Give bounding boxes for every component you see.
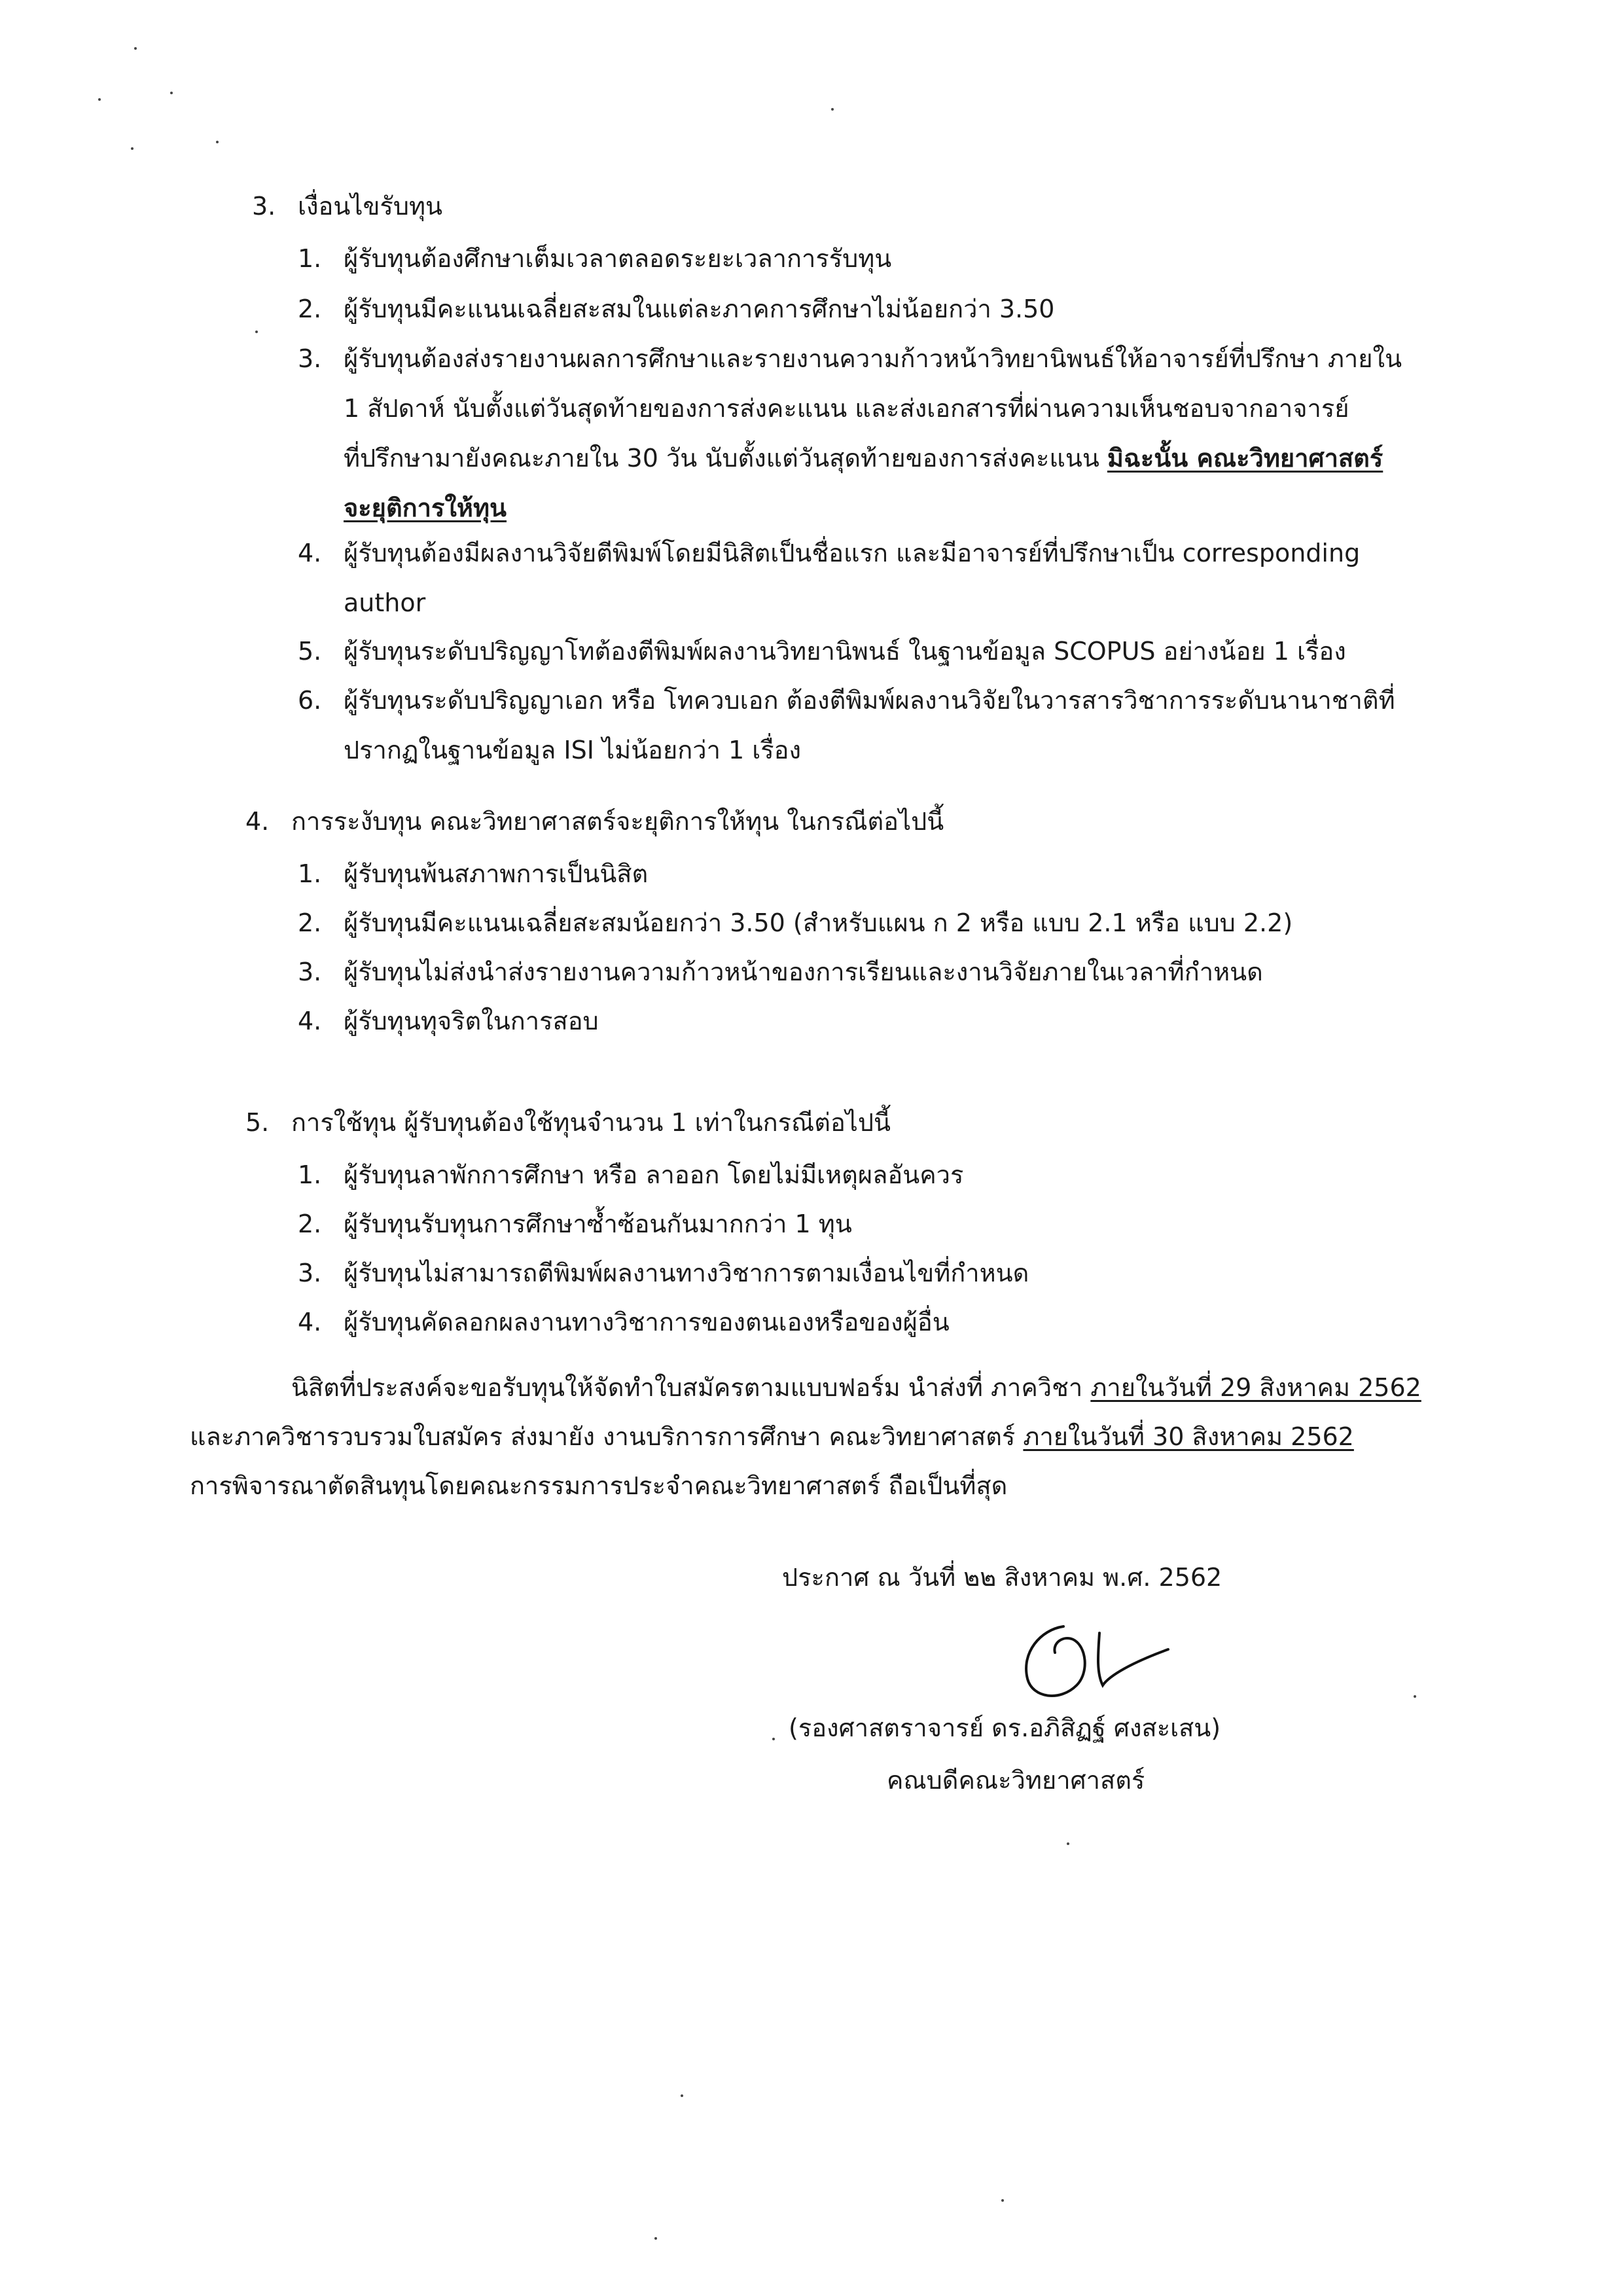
item-number: 2. <box>298 908 322 937</box>
item-number: 4. <box>298 539 322 567</box>
item-text: 1 สัปดาห์ นับตั้งแต่วันสุดท้ายของการส่งคะแนน และส่งเอกสารที่ผ่านความเห็นชอบจากอาจารย์ <box>344 394 1349 423</box>
section-number: 5. <box>245 1108 270 1137</box>
item-number: 4. <box>298 1308 322 1336</box>
item-text: ผู้รับทุนไม่ส่งนำส่งรายงานความก้าวหน้าของการเรียนและงานวิจัยภายในเวลาที่กำหนด <box>344 958 1263 986</box>
item-number: 3. <box>298 344 322 373</box>
item-text: ผู้รับทุนพ้นสภาพการเป็นนิสิต <box>344 859 649 888</box>
item-text: ผู้รับทุนรับทุนการศึกษาซ้ำซ้อนกันมากกว่า 1 ทุน <box>344 1210 852 1238</box>
signature-mark <box>1001 1613 1237 1712</box>
scan-speck <box>654 2237 657 2240</box>
closing-text: และภาควิชารวบรวมใบสมัคร ส่งมายัง งานบริการการศึกษา คณะวิทยาศาสตร์ <box>190 1422 1016 1451</box>
scan-speck <box>1067 1842 1069 1845</box>
item-number: 6. <box>298 686 322 715</box>
item-text: author <box>344 588 426 617</box>
section-4-heading <box>245 805 944 838</box>
signer-name: (รองศาสตราจารย์ ดร.อภิสิฏฐ์ ศงสะเสน) <box>789 1713 1221 1742</box>
item-text: ผู้รับทุนระดับปริญญาโทต้องตีพิมพ์ผลงานวิทยานิพนธ์ ในฐานข้อมูล SCOPUS อย่างน้อย 1 เรื่อง <box>344 637 1346 666</box>
scan-speck <box>772 1738 775 1740</box>
section-5-heading <box>245 1106 891 1139</box>
item-text: ผู้รับทุนมีคะแนนเฉลี่ยสะสมน้อยกว่า 3.50 (สำหรับแผน ก 2 หรือ แบบ 2.1 หรือ แบบ 2.2) <box>344 908 1293 937</box>
item-text: ปรากฏในฐานข้อมูล ISI ไม่น้อยกว่า 1 เรื่อง <box>344 736 802 764</box>
item-number: 2. <box>298 1210 322 1238</box>
item-text: ผู้รับทุนต้องศึกษาเต็มเวลาตลอดระยะเวลาการรับทุน <box>344 244 892 273</box>
item-number: 1. <box>298 1160 322 1189</box>
section-3-heading <box>252 190 442 223</box>
closing-text: การพิจารณาตัดสินทุนโดยคณะกรรมการประจำคณะวิทยาศาสตร์ ถือเป็นที่สุด <box>190 1471 1008 1500</box>
item-text: ผู้รับทุนต้องส่งรายงานผลการศึกษาและรายงานความก้าวหน้าวิทยานิพนธ์ให้อาจารย์ที่ปรึกษา ภายใน <box>344 344 1402 373</box>
item-text: ผู้รับทุนไม่สามารถตีพิมพ์ผลงานทางวิชาการตามเงื่อนไขที่กำหนด <box>344 1259 1029 1287</box>
signer-title: คณบดีคณะวิทยาศาสตร์ <box>887 1766 1145 1795</box>
item-number: 3. <box>298 958 322 986</box>
item-number: 1. <box>298 859 322 888</box>
scan-speck <box>681 2094 683 2097</box>
item-text: ที่ปรึกษามายังคณะภายใน 30 วัน นับตั้งแต่วันสุดท้ายของการส่งคะแนน <box>344 444 1099 473</box>
scan-speck <box>216 141 219 143</box>
deadline-department: ภายในวันที่ 29 สิงหาคม 2562 <box>1090 1373 1421 1402</box>
item-text: ผู้รับทุนทุจริตในการสอบ <box>344 1007 599 1035</box>
closing-text: นิสิตที่ประสงค์จะขอรับทุนให้จัดทำใบสมัครตามแบบฟอร์ม นำส่งที่ ภาควิชา <box>291 1373 1083 1402</box>
item-number: 1. <box>298 244 322 273</box>
announcement-date: ประกาศ ณ วันที่ ๒๒ สิงหาคม พ.ศ. 2562 <box>782 1563 1222 1592</box>
scan-speck <box>1414 1695 1416 1698</box>
section-number: 3. <box>252 192 276 221</box>
item-number: 4. <box>298 1007 322 1035</box>
closing-paragraph-line <box>190 1420 1354 1453</box>
underlined-warning: จะยุติการให้ทุน <box>344 493 507 522</box>
scan-speck <box>1001 2199 1004 2202</box>
scan-speck <box>134 47 137 50</box>
scan-speck <box>255 331 258 333</box>
item-text: ผู้รับทุนระดับปริญญาเอก หรือ โทควบเอก ต้องตีพิมพ์ผลงานวิจัยในวารสารวิชาการระดับนานาชาติที่ <box>344 686 1395 715</box>
scan-speck <box>831 108 834 111</box>
section-title: การระงับทุน คณะวิทยาศาสตร์จะยุติการให้ทุน ในกรณีต่อไปนี้ <box>291 807 944 836</box>
scan-speck <box>131 147 134 150</box>
item-text: ผู้รับทุนคัดลอกผลงานทางวิชาการของตนเองหรือของผู้อื่น <box>344 1308 950 1336</box>
closing-paragraph-line <box>190 1469 1007 1502</box>
section-number: 4. <box>245 807 270 836</box>
deadline-faculty: ภายในวันที่ 30 สิงหาคม 2562 <box>1023 1422 1354 1451</box>
scan-speck <box>98 98 101 101</box>
item-number: 3. <box>298 1259 322 1287</box>
item-text: ผู้รับทุนมีคะแนนเฉลี่ยสะสมในแต่ละภาคการศึกษาไม่น้อยกว่า 3.50 <box>344 295 1055 323</box>
closing-paragraph-line <box>291 1371 1421 1404</box>
item-number: 5. <box>298 637 322 666</box>
section-title: เงื่อนไขรับทุน <box>298 192 442 221</box>
underlined-warning: มิฉะนั้น คณะวิทยาศาสตร์ <box>1107 444 1383 473</box>
item-text: ผู้รับทุนต้องมีผลงานวิจัยตีพิมพ์โดยมีนิสิตเป็นชื่อแรก และมีอาจารย์ที่ปรึกษาเป็น corresponding <box>344 539 1361 567</box>
section-title: การใช้ทุน ผู้รับทุนต้องใช้ทุนจำนวน 1 เท่าในกรณีต่อไปนี้ <box>291 1108 891 1137</box>
scan-speck <box>170 92 173 94</box>
item-text: ผู้รับทุนลาพักการศึกษา หรือ ลาออก โดยไม่มีเหตุผลอันควร <box>344 1160 964 1189</box>
item-number: 2. <box>298 295 322 323</box>
